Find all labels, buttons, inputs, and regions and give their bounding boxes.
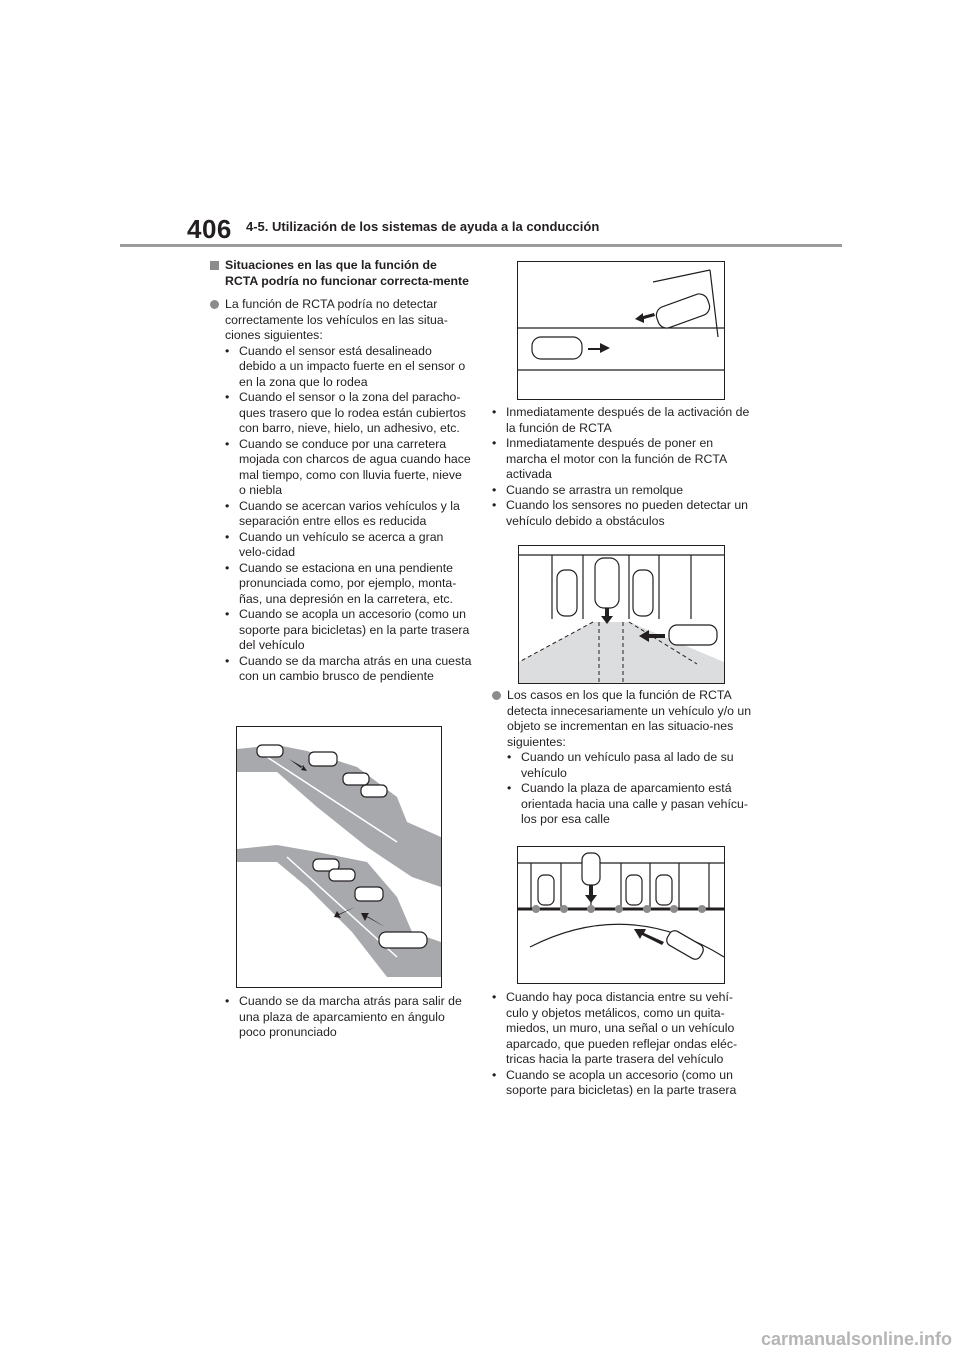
section-title: 4-5. Utilización de los sistemas de ayuda a la conducción xyxy=(246,219,600,234)
obstacle-detection-illustration xyxy=(518,545,725,684)
list-item: • Inmediatamente después de poner en marcha el motor con la función de RCTA activada xyxy=(492,436,727,481)
circle-bullet-icon xyxy=(210,300,219,309)
angled-parking-illustration xyxy=(517,261,725,400)
list-item: • Cuando se arrastra un remolque xyxy=(492,482,684,497)
header-rule xyxy=(120,244,842,247)
list-item: • Inmediatamente después de la activación de la función de RCTA xyxy=(492,405,750,435)
right-middle xyxy=(492,688,754,828)
list-item: • Cuando se da marcha atrás para salir de una plaza de aparcamiento en ángulo poco pronunciado xyxy=(225,994,462,1039)
list-item: • Cuando el sensor o la zona del paracho-ques trasero que lo rodea están cubiertos con barro, nieve, hielo, un adhesivo, etc. xyxy=(225,390,466,435)
list-item: • Cuando la plaza de aparcamiento está orientada hacia una calle y pasan vehícu-los por esa calle xyxy=(507,781,748,826)
list-item: • Cuando se acopla un accesorio (como un soporte para bicicletas) en la parte trasera xyxy=(492,1067,737,1097)
right-bullets-bottom xyxy=(492,990,754,1099)
false-detection-paragraph xyxy=(492,688,754,828)
square-bullet-icon xyxy=(210,261,219,270)
left-column xyxy=(210,258,472,685)
situations-heading xyxy=(210,258,472,289)
list-item: • Cuando se conduce por una carretera mojada con charcos de agua cuando hace mal tiempo, como con lluvia fuerte, nieve o niebla xyxy=(225,436,471,497)
list-item: • Cuando el sensor está desalineado debido a un impacto fuerte en el sensor o en la zona que lo rodea xyxy=(225,343,466,389)
right-bullets-top xyxy=(492,405,754,529)
list-item: • Cuando se acopla un accesorio (como un soporte para bicicletas) en la parte trasera del vehículo xyxy=(225,607,470,652)
list-item: • Cuando un vehículo pasa al lado de su vehículo xyxy=(507,750,734,780)
list-item: • Cuando se estaciona en una pendiente pronunciada como, por ejemplo, monta-ñas, una depresión en la carretera, etc. xyxy=(225,560,457,606)
page-number: 406 xyxy=(187,214,232,244)
slope-illustration xyxy=(236,726,442,988)
intro-text: La función de RCTA podría no detectar correctamente los vehículos en las situa-ciones siguientes: xyxy=(225,297,448,342)
list-item: • Cuando hay poca distancia entre su vehí-culo y objetos metálicos, como un quita-miedos, un muro, una señal o un vehículo aparcado, que pueden reflejar ondas eléc-tricas hacia la parte trasera del vehículo xyxy=(492,990,738,1066)
list-item: • Cuando se da marcha atrás en una cuesta con un cambio brusco de pendiente xyxy=(225,653,472,683)
list-item: • Cuando los sensores no pueden detectar un vehículo debido a obstáculos xyxy=(492,498,749,528)
footer-watermark: carmanualsonline.info xyxy=(760,1329,952,1349)
situations-heading-text: Situaciones en las que la función de RCTA podría no funcionar correcta-mente xyxy=(225,258,469,288)
intro-paragraph xyxy=(210,297,472,685)
false-detection-text: Los casos en los que la función de RCTA detecta innecesariamente un vehículo y/o un objeto se incrementan en las situacio-nes siguientes: xyxy=(507,688,752,749)
street-parking-illustration xyxy=(517,846,725,984)
list-item: • Cuando un vehículo se acerca a gran velo-cidad xyxy=(225,529,444,559)
left-bullets-after xyxy=(225,994,472,1041)
list-item: • Cuando se acercan varios vehículos y la separación entre ellos es reducida xyxy=(225,498,460,528)
circle-bullet-icon xyxy=(492,691,501,700)
